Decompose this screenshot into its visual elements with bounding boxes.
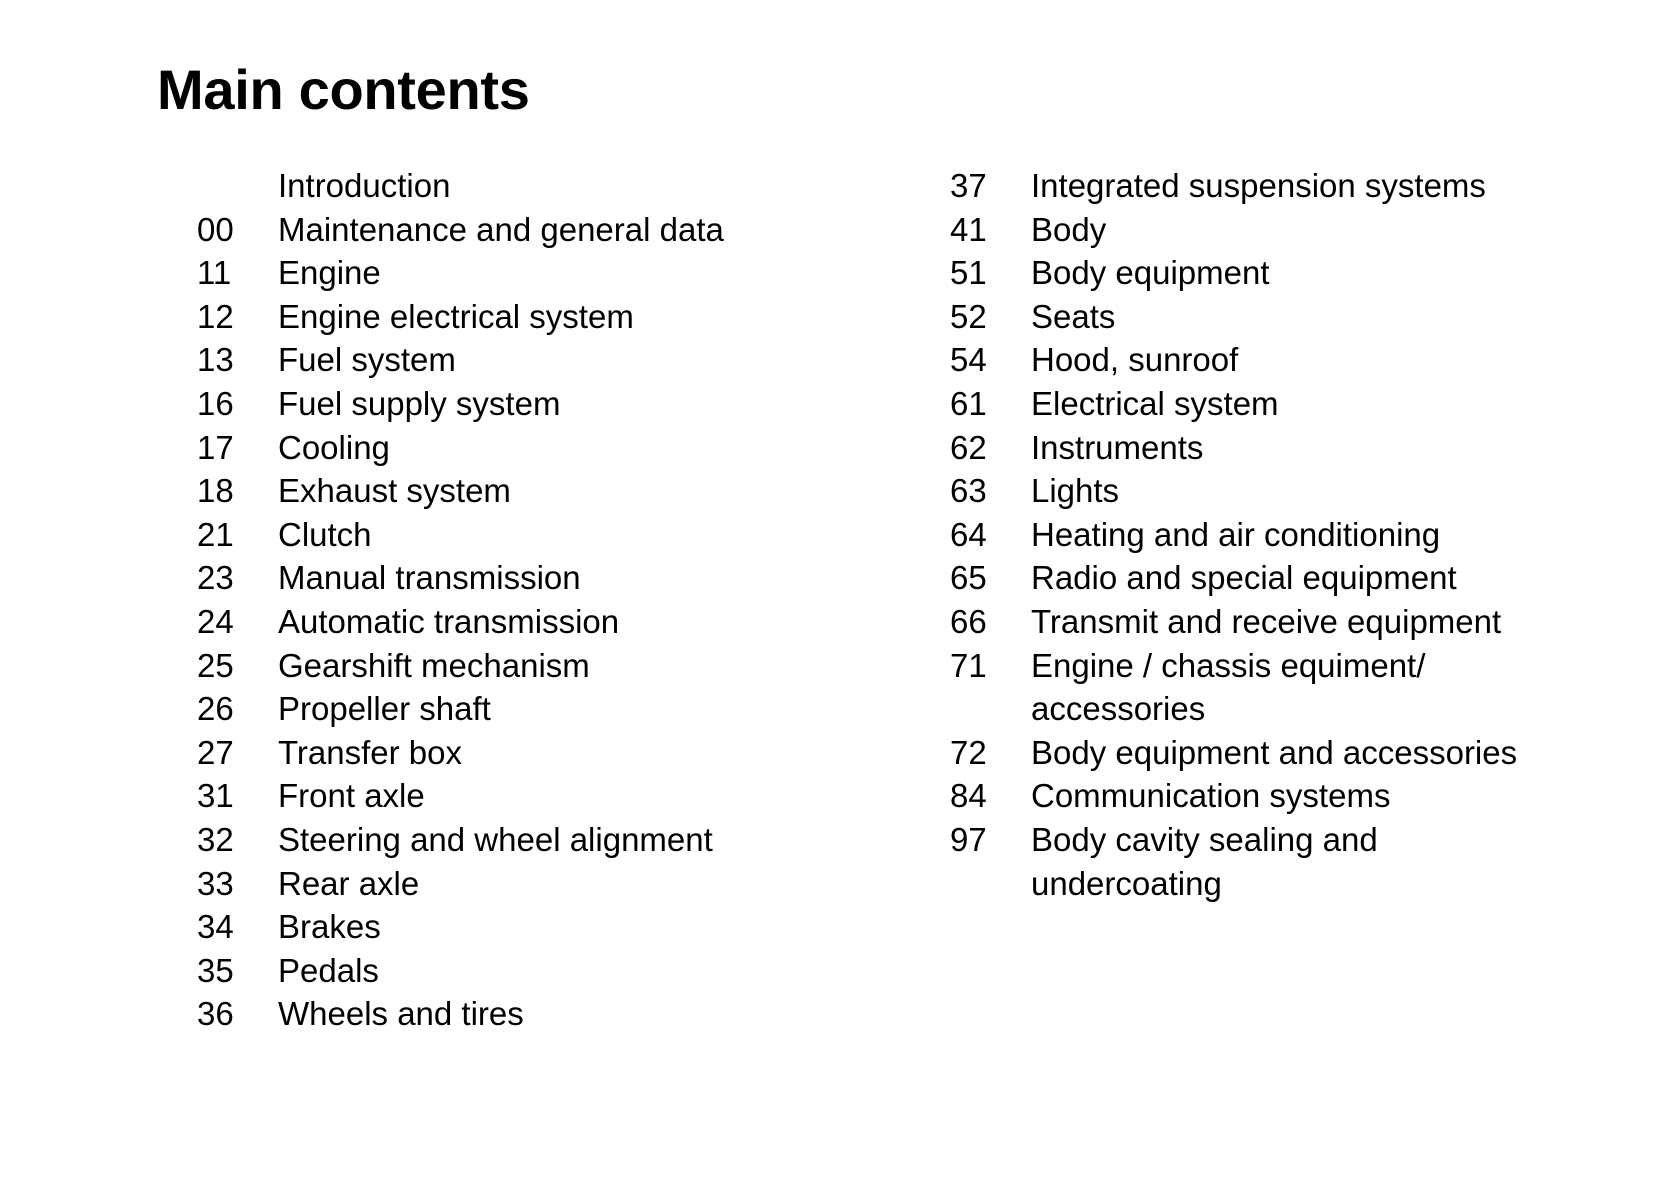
toc-entry-number: 97 <box>950 820 987 858</box>
toc-entry-number: 32 <box>197 820 234 858</box>
toc-entry-number: 18 <box>197 472 234 510</box>
toc-entry-number: 26 <box>197 690 234 728</box>
toc-entry-number: 41 <box>950 210 987 248</box>
contents-left-column <box>197 164 837 1036</box>
toc-entry-label: Lights <box>1031 472 1120 510</box>
toc-entry[interactable] <box>197 949 837 993</box>
toc-entry[interactable] <box>950 774 1650 818</box>
contents-right-column <box>950 164 1650 905</box>
toc-entry[interactable] <box>197 513 837 557</box>
toc-entry-number: 72 <box>950 733 987 771</box>
toc-entry-number: 24 <box>197 602 234 640</box>
toc-entry-label: Front axle <box>278 777 425 815</box>
toc-entry-number: 84 <box>950 777 987 815</box>
toc-entry-label: Wheels and tires <box>278 995 524 1033</box>
toc-entry-label: Gearshift mechanism <box>278 646 590 684</box>
toc-entry-number: 00 <box>197 210 234 248</box>
toc-entry[interactable] <box>950 818 1650 905</box>
toc-entry-number: 13 <box>197 341 234 379</box>
toc-entry-label: Manual transmission <box>278 559 581 597</box>
toc-entry-label: Engine <box>278 254 381 292</box>
toc-entry[interactable] <box>197 295 837 339</box>
toc-entry[interactable] <box>197 251 837 295</box>
toc-entry-number: 63 <box>950 472 987 510</box>
toc-entry[interactable] <box>950 338 1650 382</box>
toc-entry[interactable] <box>950 556 1650 600</box>
toc-entry[interactable] <box>197 469 837 513</box>
toc-entry[interactable] <box>197 426 837 470</box>
toc-entry-number: 25 <box>197 646 234 684</box>
toc-entry-number: 52 <box>950 297 987 335</box>
toc-entry[interactable] <box>197 687 837 731</box>
toc-entry[interactable] <box>950 164 1650 208</box>
toc-entry[interactable] <box>950 382 1650 426</box>
toc-entry[interactable] <box>197 556 837 600</box>
toc-entry[interactable] <box>197 862 837 906</box>
toc-entry-label: Engine / chassis equiment/ accessories <box>1031 646 1426 728</box>
toc-entry-number: 64 <box>950 515 987 553</box>
toc-entry[interactable] <box>197 774 837 818</box>
toc-entry-number: 65 <box>950 559 987 597</box>
toc-entry-label: Seats <box>1031 297 1116 335</box>
toc-entry-number: 35 <box>197 951 234 989</box>
toc-entry-label: Body equipment <box>1031 254 1270 292</box>
toc-entry-label: Fuel supply system <box>278 384 561 422</box>
toc-entry-label: Body cavity sealing and undercoating <box>1031 820 1378 902</box>
toc-entry-label: Instruments <box>1031 428 1204 466</box>
toc-entry-number: 61 <box>950 384 987 422</box>
toc-entry-label: Pedals <box>278 951 379 989</box>
toc-entry-number: 12 <box>197 297 234 335</box>
toc-entry-number: 16 <box>197 384 234 422</box>
toc-entry-label: Body equipment and accessories <box>1031 733 1518 771</box>
toc-entry[interactable] <box>950 295 1650 339</box>
toc-entry-number: 51 <box>950 254 987 292</box>
toc-entry-label: Introduction <box>278 167 451 204</box>
toc-entry-label: Cooling <box>278 428 390 466</box>
toc-entry-label: Hood, sunroof <box>1031 341 1239 379</box>
toc-entry[interactable] <box>197 905 837 949</box>
toc-entry[interactable] <box>950 426 1650 470</box>
toc-entry[interactable] <box>197 382 837 426</box>
toc-entry-label: Transmit and receive equipment <box>1031 602 1502 640</box>
toc-entry-label: Rear axle <box>278 864 420 902</box>
page-title: Main contents <box>157 58 530 121</box>
toc-entry-label: Engine electrical system <box>278 297 634 335</box>
toc-entry-number: 17 <box>197 428 234 466</box>
toc-entry-number: 34 <box>197 908 234 946</box>
toc-entry-label: Heating and air conditioning <box>1031 515 1441 553</box>
toc-entry-label: Clutch <box>278 515 372 553</box>
toc-entry[interactable] <box>197 992 837 1036</box>
toc-entry[interactable] <box>197 731 837 775</box>
toc-entry-number: 31 <box>197 777 234 815</box>
toc-entry-number: 54 <box>950 341 987 379</box>
toc-entry[interactable] <box>197 338 837 382</box>
toc-entry[interactable] <box>950 513 1650 557</box>
toc-entry[interactable] <box>950 469 1650 513</box>
toc-entry-number: 23 <box>197 559 234 597</box>
toc-entry-number: 36 <box>197 995 234 1033</box>
toc-entry-number: 11 <box>197 254 232 292</box>
toc-entry-label: Body <box>1031 210 1107 248</box>
toc-entry-number: 62 <box>950 428 987 466</box>
toc-entry[interactable] <box>197 600 837 644</box>
toc-entry-label: Integrated suspension systems <box>1031 167 1486 204</box>
toc-entry-label: Steering and wheel alignment <box>278 820 713 858</box>
toc-entry[interactable] <box>950 600 1650 644</box>
toc-entry[interactable] <box>950 731 1650 775</box>
toc-entry-label: Brakes <box>278 908 381 946</box>
toc-entry-number: 21 <box>197 515 234 553</box>
toc-entry-label: Electrical system <box>1031 384 1279 422</box>
toc-entry[interactable] <box>197 644 837 688</box>
toc-entry-number: 33 <box>197 864 234 902</box>
toc-entry-label: Automatic transmission <box>278 602 620 640</box>
toc-entry[interactable] <box>197 208 837 252</box>
toc-entry-label: Propeller shaft <box>278 690 491 728</box>
toc-entry-number: 71 <box>950 646 987 684</box>
toc-entry[interactable] <box>950 208 1650 252</box>
toc-entry-label: Transfer box <box>278 733 463 771</box>
toc-entry-label: Radio and special equipment <box>1031 559 1457 597</box>
toc-entry[interactable] <box>197 818 837 862</box>
toc-entry-number: 27 <box>197 733 234 771</box>
toc-entry-label: Communication systems <box>1031 777 1391 815</box>
toc-entry[interactable] <box>950 644 1650 731</box>
toc-entry-label: Exhaust system <box>278 472 511 510</box>
toc-entry-number: 66 <box>950 602 987 640</box>
toc-entry-number: 37 <box>950 167 987 204</box>
toc-entry[interactable] <box>197 164 837 208</box>
toc-entry[interactable] <box>950 251 1650 295</box>
toc-entry-label: Fuel system <box>278 341 456 379</box>
toc-entry-label: Maintenance and general data <box>278 210 724 248</box>
